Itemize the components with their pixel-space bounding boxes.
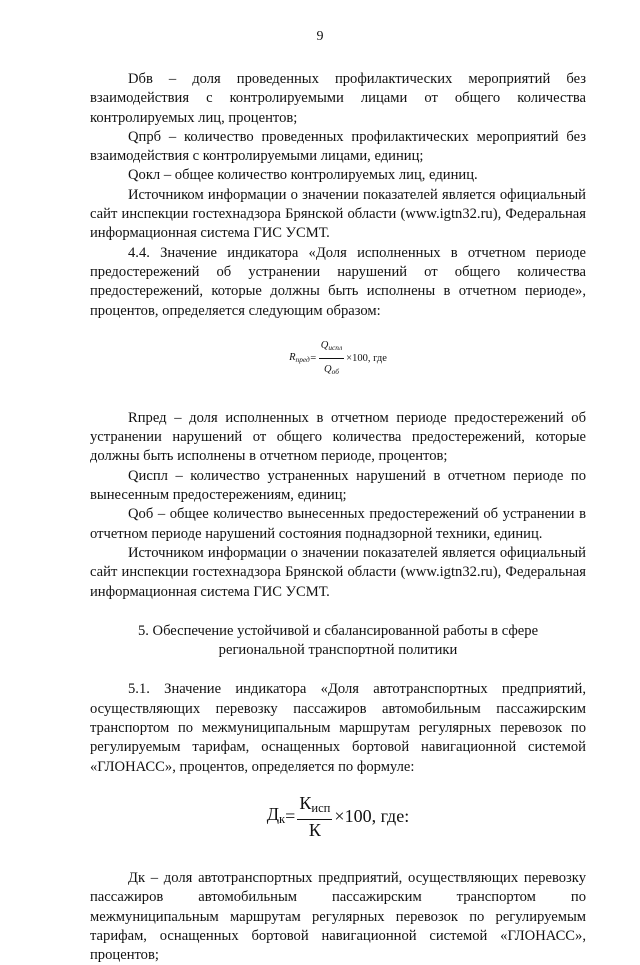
formula1-numerator: $Q_{испл}$ (319, 336, 344, 359)
paragraph-source-info-1: Источником информации о значении показателей является официальный сайт инспекции гостехнадзора Брянской области (www.igtn32.ru), Федеральная информационная система ГИС УСМТ. (90, 186, 586, 242)
formula2-lhs: $Д_к$ (266, 803, 286, 826)
formula1-fraction (319, 336, 344, 381)
paragraph-rpred-definition: Rпред – доля исполненных в отчетном периоде предостережений об устранении нарушений от общего количества предостережений, которые должны быть исполнены в отчетном периоде, процентов; (90, 409, 586, 465)
page-number: 9 (316, 29, 324, 44)
formula2-numerator: $К_{исп}$ (297, 794, 332, 820)
section-heading-5 (90, 622, 586, 661)
paragraph-indicator-5-1: 5.1. Значение индикатора «Доля автотранспортных предприятий, осуществляющих перевозку пассажиров автомобильным пассажирским транспортом по межмуниципальным маршрутам регулярных перевозок по регулируемым тарифам, оснащенных бортовой навигационной системой «ГЛОНАСС», процентов, определяется по формуле: (90, 681, 586, 775)
formula-d-k (90, 789, 586, 845)
formula2-fraction (297, 794, 332, 841)
formula2-tail: ×100, где: (334, 806, 410, 827)
formula-r-pred (90, 335, 586, 383)
formula1-lhs: $R_{пред}$ (289, 352, 310, 365)
formula1-denominator: $Q_{об}$ (324, 364, 339, 377)
paragraph-qispl-definition: Qиспл – количество устраненных нарушений в отчетном периоде по вынесенным предостережениям, единиц; (90, 467, 586, 504)
paragraph-qprb-definition: Qпрб – количество проведенных профилактических мероприятий без взаимодействия с контролируемыми лицами, единиц; (90, 128, 586, 165)
paragraph-source-info-2: Источником информации о значении показателей является официальный сайт инспекции гостехнадзора Брянской области (www.igtn32.ru), Федеральная информационная система ГИС УСМТ. (90, 544, 586, 600)
formula2-denominator: К (308, 819, 321, 840)
paragraph-dbv-definition: Dбв – доля проведенных профилактических мероприятий без взаимодействия с контролируемыми лицами от общего количества контролируемых лиц, процентов; (90, 71, 586, 126)
formula2-equals: = (285, 806, 296, 827)
paragraph-dk-definition: Дк – доля автотранспортных предприятий, осуществляющих перевозку пассажиров автомобильным пассажирским транспортом по межмуниципальным маршрутам регулярных перевозок по регулируемым тарифам, оснащенных бортовой навигационной системой «ГЛОНАСС», процентов; (90, 869, 586, 964)
section-heading-line2: региональной транспортной политики (218, 642, 458, 659)
paragraph-qokl-definition: Qокл – общее количество контролируемых лиц, единиц. (128, 167, 478, 184)
formula1-tail: ×100, где (346, 353, 387, 365)
formula1-equals: = (309, 353, 317, 365)
document-body (90, 70, 586, 965)
section-heading-line1: 5. Обеспечение устойчивой и сбалансированной работы в сфере (137, 622, 539, 639)
paragraph-indicator-4-4: 4.4. Значение индикатора «Доля исполненных в отчетном периоде предостережений об устранении нарушений от общего количества предостережений, которые должны быть исполнены в отчетном периоде», процентов, определяется следующим образом: (90, 244, 586, 319)
paragraph-qob-definition: Qоб – общее количество вынесенных предостережений об устранении в отчетном периоде нарушений состояния поднадзорной техники, единиц. (90, 506, 586, 542)
